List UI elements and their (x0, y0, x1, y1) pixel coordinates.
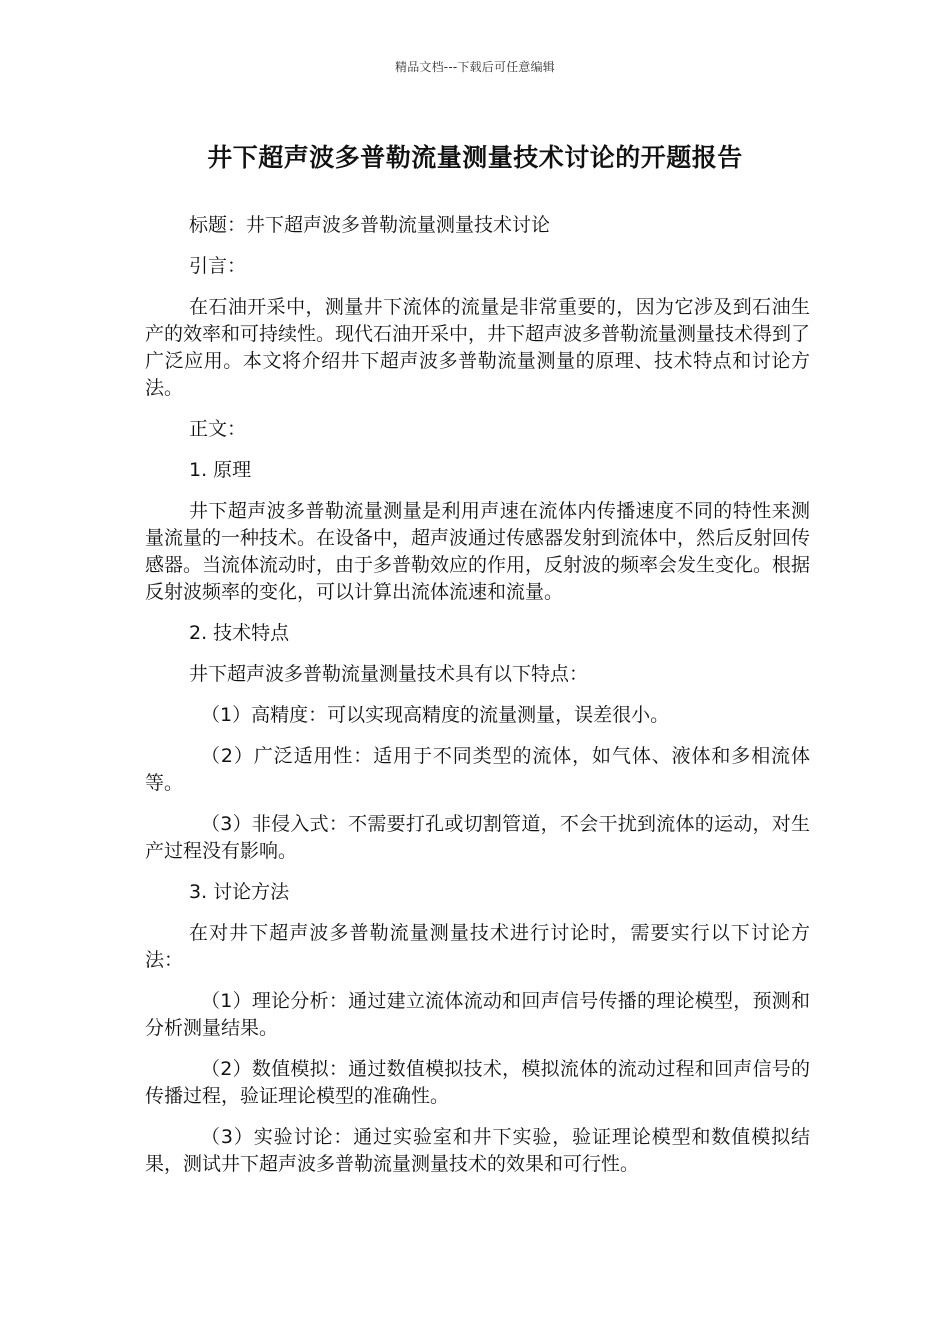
section-heading-principle: 1. 原理 (189, 459, 252, 481)
paragraph-principle: 井下超声波多普勒流量测量是利用声速在流体内传播速度不同的特性来测量流量的一种技术。在设备中，超声波通过传感器发射到流体中，然后反射回传感器。当流体流动时，由于多普勒效应的作用，反射波的频率会发生变化。根据反射波频率的变化，可以计算出流体流速和流量。 (145, 500, 811, 603)
document-title: 井下超声波多普勒流量测量技术讨论的开题报告 (207, 143, 743, 172)
page-header: 精品文档---下载后可任意编辑 (395, 60, 555, 74)
paragraph-intro-body: 在石油开采中，测量井下流体的流量是非常重要的，因为它涉及到石油生产的效率和可持续性。现代石油开采中，井下超声波多普勒流量测量技术得到了广泛应用。本文将介绍井下超声波多普勒流量测量的原理、技术特点和讨论方法。 (145, 296, 811, 399)
list-item-feature-2: （2）广泛适用性：适用于不同类型的流体，如气体、液体和多相流体等。 (145, 745, 810, 794)
list-item-method-3: （3）实验讨论：通过实验室和井下实验，验证理论模型和数值模拟结果，测试井下超声波多普勒流量测量技术的效果和可行性。 (145, 1126, 810, 1175)
list-item-method-2: （2）数值模拟：通过数值模拟技术，模拟流体的流动过程和回声信号的传播过程，验证理论模型的准确性。 (145, 1058, 810, 1107)
paragraph-intro-heading: 引言： (189, 255, 247, 277)
paragraph-body-heading: 正文： (189, 418, 247, 440)
document-body (145, 212, 810, 1192)
list-item-method-1: （1）理论分析：通过建立流体流动和回声信号传播的理论模型，预测和分析测量结果。 (145, 990, 810, 1039)
list-item-feature-3: （3）非侵入式：不需要打孔或切割管道，不会干扰到流体的运动，对生产过程没有影响。 (145, 813, 810, 862)
paragraph-methods-intro: 在对井下超声波多普勒流量测量技术进行讨论时，需要实行以下讨论方法： (145, 922, 810, 971)
section-heading-features: 2. 技术特点 (189, 622, 290, 644)
paragraph-subject: 标题：井下超声波多普勒流量测量技术讨论 (189, 214, 551, 236)
list-item-feature-1: （1）高精度：可以实现高精度的流量测量，误差很小。 (201, 704, 670, 726)
section-heading-methods: 3. 讨论方法 (189, 881, 290, 903)
paragraph-features-intro: 井下超声波多普勒流量测量技术具有以下特点： (189, 663, 589, 685)
